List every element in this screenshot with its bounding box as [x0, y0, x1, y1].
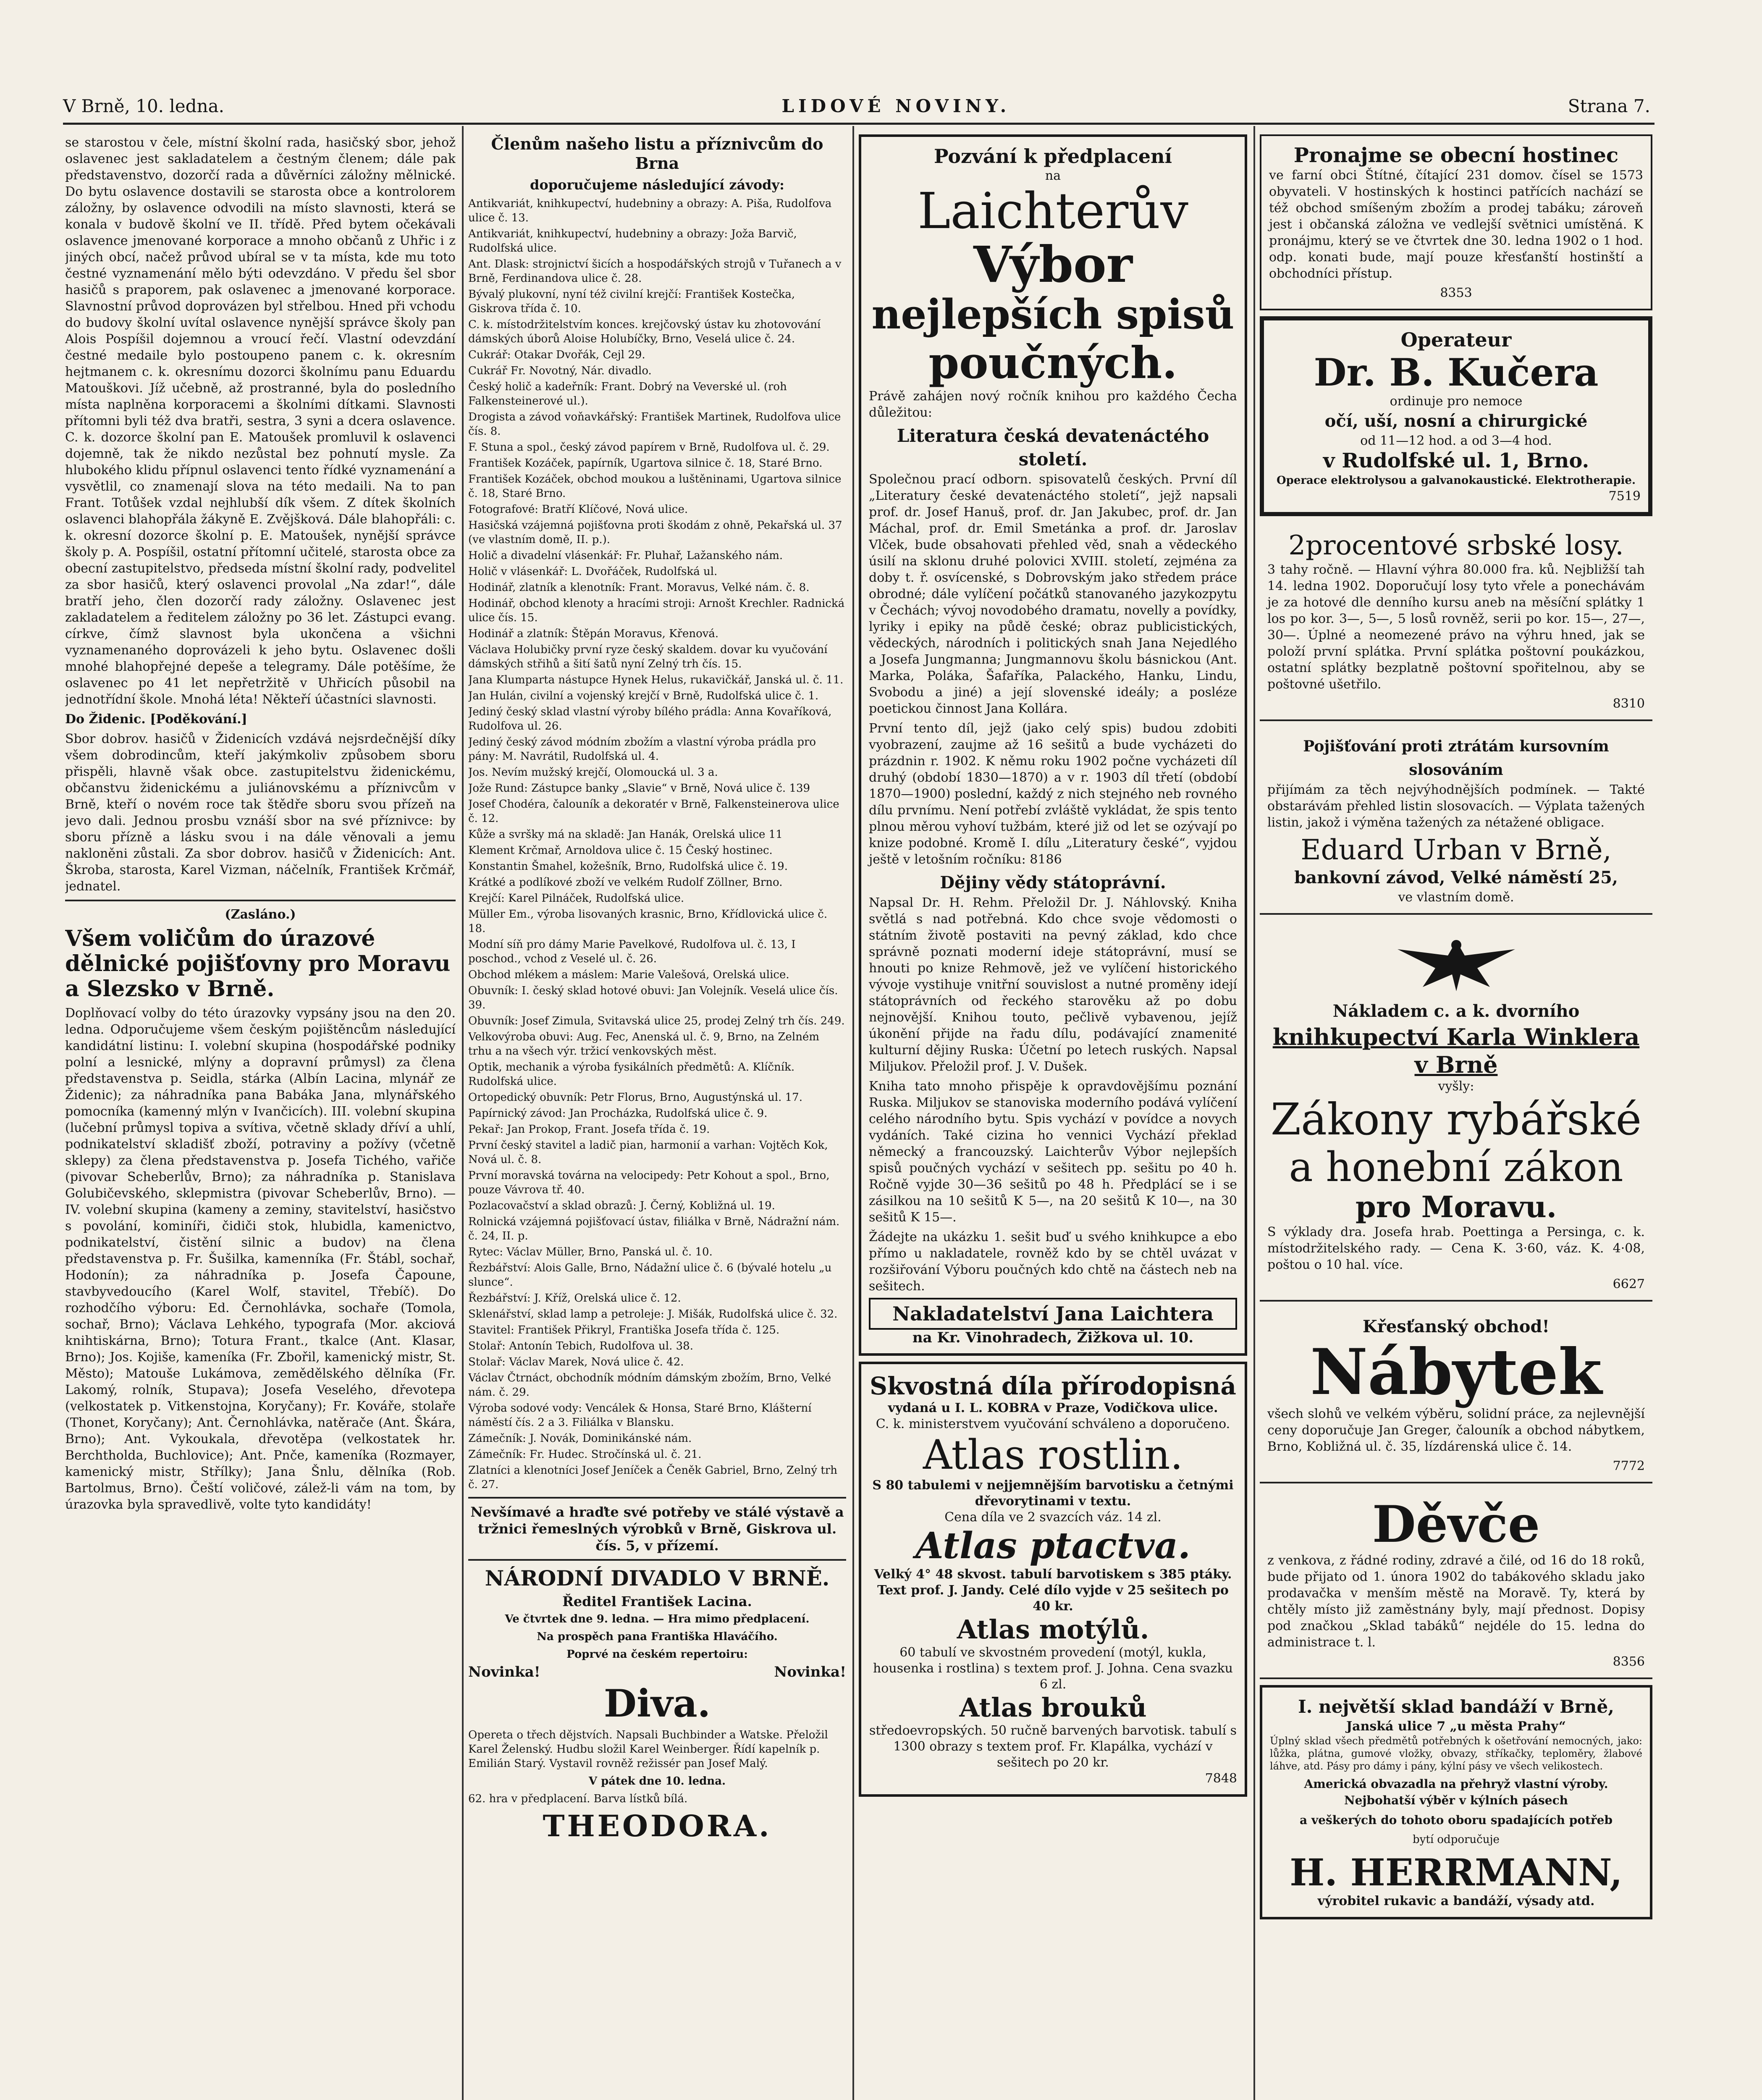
exhibition-notice: Nevšímavé a hraďte své potřeby ve stálé výstavě a tržnici řemeslných výrobků v Brně, Giskrova ul. čís. 5, v přízemí. [470, 1504, 844, 1554]
zakony-title: Zákony rybářské [1270, 1094, 1642, 1145]
directory-entry: Stolař: Václav Marek, Nová ulice č. 42. [468, 1356, 684, 1368]
devce-title: Děvče [1372, 1495, 1540, 1554]
pro-moravu-title: pro Moravu. [1355, 1189, 1557, 1224]
herrmann-ad [1260, 1685, 1652, 1919]
directory-entry: Drogista a závod voňavkářský: František Martinek, Rudolfova ulice čís. 8. [468, 411, 841, 438]
article-uhrice: se starostou v čele, místní školní rada, hasičský sbor, jehož oslavenec jest sakladatelem a čestným členem; dále pak představenstvo, dozorčí rada a důvěrníci záložny mělnické. Do bytu oslavence dostavili se starosta obce a kontrolorem záložny, by oslavence odvodili na místo slavnosti, která se konala v budově školní ve II. třídě. Před bytem očekávali oslavence jmenované korporace a mnoho občanů z Uhřic i z jiných obcí, načež průvod ubíral se v ta místa, kde mu toto čestné vyznamenání mělo býti odevzdáno. V předu šel sbor hasičů s praporem, pak oslavenec a jmenované korporace. Slavnostní průvod doprovázen byl střelbou. Hned při vchodu do budovy školní uvítal oslavence nynější správce školy pan Alois Pospíšil dojemnou a vroucí řečí. Vlastní odevzdání čestné medaile bylo postoupeno panem c. k. okresním hejtmanem c. k. okresnímu dozorci školnímu panu Eduardu Matouškovi. Jíž učebně, až prostranné, byla do posledního místa naplněna korporacemi a školními dítkami. Slavnosti přítomni byli též dva bratři, sestra, 3 syni a dcera oslavence. C. k. dozorce školní pan E. Matoušek promluvil k oslavenci dojemně, tak že nikdo nezůstal bez pohnutí mysle. Za hlubokého klidu přípnul oslavenci tento řídké vyznamenání a vysvětlil, co znamenají slova na této medaili. Na to pan Frant. Totůšek vzdal nejhlubší dík všem. Z dítek školních oslavenci blahopřála žákyně E. Zvějšková. Dále blahopřáli: c. k. okresní dozorce školní p. E. Matoušek, nynější správce školy p. A. Pospíšil, ostatní přítomní učitelé, starosta obce za obecní zastupitelstvo, předseda místní školní rady, podvelitel za sbor hasičů, který oslavenci provolal „Na zdar!“, dále bratří jeho, člen dozorčí rady záložny. Oslavenec jest zakladatelem a ředitelem záložny po 36 let. Zástupci evang. církve, čímž slavnost byla ukončena a všichni vyznamenaného doprovázeli k jeho bytu. Oslavenec došli mnohé blahopřejné depeše a telegramy. Dále potěšíme, že oslavenec po 41 let nepřetržitě v Uhřicích působil na jednotřídní škole. Mnohá léta! Někteří účastníci slavnosti. [65, 135, 456, 707]
directory-entry: Ant. Dlask: strojnictví šicích a hospodářských strojů v Tuřanech a v Brně, Ferdinandova ulice č. 28. [468, 258, 842, 285]
directory-entry: Jediný český závod módním zbožím a vlastní výroba prádla pro pány: M. Navrátil, Rudolfská ul. 4. [468, 736, 816, 763]
directory-entry: Obuvník: Josef Zimula, Svitavská ulice 25, prodej Zelný trh čís. 249. [468, 1015, 845, 1027]
directory-entry: Hasičská vzájemná pojišťovna proti škodám z ohně, Pekařská ul. 37 (ve vlastním domě, II. p.). [468, 519, 842, 546]
krestansky-label: Křesťanský obchod! [1363, 1317, 1550, 1336]
bandazi-text: Úplný sklad všech předmětů potřebných k ošetřování nemocných, jako: lůžka, plátna, gumové vložky, obvazy, stříkačky, teploměry, žlabové láhve, atd. Pásy pro dámy i pány, kýlní pásy ve všech velikostech. [1270, 1735, 1642, 1772]
directory-entry: První český stavitel a ladič pian, harmonií a varhan: Vojtěch Kok, Nová ul. č. 8. [468, 1139, 828, 1166]
kucera-line: od 11—12 hod. a od 3—4 hod. [1360, 433, 1552, 448]
honebni-title: a honební zákon [1289, 1144, 1623, 1191]
directory-entry: Václava Holubičky první ryze český skaldem. dovar ku vyučování dámských střihů a šití šatů nyní Zelný trh čís. 15. [468, 643, 828, 670]
directory-entry: Holič v vlásenkář: L. Dvořáček, Rudolfská ul. [468, 565, 718, 578]
ad-text: Napsal Dr. H. Rehm. Přeložil Dr. J. Náhlovský. Kniha světlá s nad potřebná. Kdo chce svoje vědomosti o státním životě postaviti na pevný základ, kdo chce správně poznati moderní ideje státoprávní, musí se hnouti po knize Rehmově, jež ve vylíčení historického vývoje vystihuje vnitřní souvislost a nutné proměny idejí státoprávních od řeckého starověku až po dobu nejnovější. Knihou touto, pečlivě vybavenou, jejíž úkonění přijde na řadu dílu, podávající znamenité kulturní dějiny Ruska: Účetní po letech ruských. Napsal Miljukov. Přeložil prof. J. V. Dušek. [869, 895, 1237, 1074]
directory-entry: F. Stuna a spol., český závod papírem v Brně, Rudolfova ul. č. 29. [468, 441, 830, 454]
directory-entry: Jediný český sklad vlastní výroby bílého prádla: Anna Kovaříková, Rudolfova ul. 26. [468, 706, 832, 732]
directory-entry: Obuvník: I. český sklad hotové obuvi: Jan Volejník. Veselá ulice čís. 39. [468, 984, 838, 1011]
directory-entry: Müller Em., výroba lisovaných krasnic, Brno, Křídlovická ulice č. 18. [468, 908, 828, 935]
pronajem-text: ve farní obci Štítné, čítající 231 domov. čísel se 1573 obyvateli. V hostinských k hostinci patřících nachází se též obchod smíšeným zbožím a prodej tabáku; zároveň jest i občanská záložna ve vedlejší světnici umístěná. K pronájmu, který se ve čtvrtek dne 30. ledna 1902 o 1 hod. odp. konati bude, mají pouze křesťanští hostinští a obchodníci přístup. [1269, 168, 1643, 281]
diva-description: Opereta o třech dějstvích. Napsali Buchbinder a Watske. Přeložil Karel Želenský. Hudbu složil Karel Weinberger. Řídí kapelník p. Emilián Starý. Vystavil rovněž režissér pan Josef Malý. [468, 1729, 828, 1770]
directory-entry: Sklenářství, sklad lamp a petroleje: J. Mišák, Rudolfská ulice č. 32. [468, 1308, 838, 1320]
directory-entry: První moravská továrna na velocipedy: Petr Kohout a spol., Brno, pouze Vávrova tř. 40. [468, 1169, 830, 1196]
directory-entry: Fotografové: Bratří Klíčové, Nová ulice. [468, 503, 688, 516]
skvostna-approval: C. k. ministerstvem vyučování schváleno a doporučeno. [876, 1417, 1230, 1431]
newspaper-title: LIDOVÉ NOVINY. [781, 95, 1011, 116]
directory-entry: Pozlacovačství a sklad obrazů: J. Černý, Kobližná ul. 19. [468, 1200, 775, 1212]
directory-entry: Obchod mlékem a máslem: Marie Valešová, Orelská ulice. [468, 969, 789, 981]
herrmann-line: výrobitel rukavic a bandáží, výsady atd. [1317, 1894, 1595, 1908]
directory-entry: Krejčí: Karel Pilnáček, Rudolfská ulice. [468, 892, 684, 905]
directory-entry: Antikvariát, knihkupectví, hudebniny a obrazy: A. Piša, Rudolfova ulice č. 13. [468, 197, 832, 224]
theatre-title: NÁRODNÍ DIVADLO V BRNĚ. [485, 1566, 830, 1591]
directory-entry: Rolnická vzájemná pojišťovací ústav, filiálka v Brně, Nádražní nám. č. 24, II. p. [468, 1215, 840, 1242]
ad-code: 8356 [1613, 1654, 1645, 1669]
kucera-line: ordinuje pro nemoce [1390, 394, 1523, 409]
directory-entry: Bývalý plukovní, nyní též civilní krejčí: František Kostečka, Giskrova třída č. 10. [468, 288, 795, 315]
theatre-line: Ve čtvrtek dne 9. ledna. — Hra mimo předplacení. [505, 1613, 810, 1625]
directory-entry: Řezbářství: Alois Galle, Brno, Nádažní ulice č. 6 (bývalé hotelu „u slunce“. [468, 1262, 832, 1289]
ad-text: Žádejte na ukázku 1. sešit buď u svého knihkupce a ebo přímo u nakladatele, rovněž kdo by se chtěl uvázat v rozšiřování Výboru poučných kdo chtě na částech neb na sešitech. [869, 1230, 1237, 1294]
article-heading: Do Židenic. [Poděkování.] [65, 712, 247, 727]
poucnych-title: poučných. [928, 337, 1177, 388]
kucera-ad [1260, 316, 1652, 516]
zaslano-heading: (Zasláno.) [225, 907, 296, 922]
bandazi-text: a veškerých do tohoto oboru spadajících potřeb [1299, 1813, 1613, 1827]
directory-entry: Hodinář, zlatník a klenotník: Frant. Moravus, Velké nám. č. 8. [468, 581, 810, 594]
vysly-label: vyšly: [1438, 1079, 1474, 1094]
urban-line: ve vlastním domě. [1398, 890, 1514, 905]
operateur-label: Operateur [1400, 328, 1512, 351]
ad-text: První tento díl, jejž (jako celý spis) budou zdobiti vyobrazení, zaujme až 16 sešitů a bude vycházeti do prázdnin r. 1902. K němu roku 1902 počne vycházeti díl druhý (období 1830—1870) a v r. 1903 díl třetí (období 1870—1900) poslední, každý z nich stejného neb rovného dílu prvnímu. Není potřebí zvláště vykládat, že spis tento plnou měrou vyhoví tužbám, které již od let se ozývají po knize podobné. Kromě I. dílu „Literatury české“, vyjdou ještě v letošním ročníku: 8186 [869, 721, 1237, 867]
pronajem-title: Pronajme se obecní hostinec [1293, 144, 1619, 167]
bandazi-text: bytí odporučuje [1413, 1833, 1500, 1846]
theatre-line: Na prospěch pana Františka Hlaváčího. [537, 1630, 778, 1643]
directory-entry: Zlatníci a klenotníci Josef Jeníček a Čeněk Gabriel, Brno, Zelný trh č. 27. [468, 1464, 837, 1491]
directory-entry: Jan Hulán, civilní a vojenský krejčí v Brně, Rudolfská ulice č. 1. [468, 690, 819, 702]
atlas-brouku-text: středoevropských. 50 ručně barvených barvotisk. tabulí s 1300 obrazy s textem prof. Fr. Klapálka, vychází v sešitech po 20 kr. [869, 1723, 1237, 1770]
ad-code: 6627 [1613, 1277, 1645, 1292]
atlas-rostlin-text: S 80 tabulemi v nejjemnějším barvotisku a četnými dřevorytinami v textu. [872, 1478, 1234, 1509]
directory-entry: Holič a divadelní vlásenkář: Fr. Pluhař, Lažanského nám. [468, 549, 783, 562]
skvostna-title: Skvostná díla přírodopisná [870, 1372, 1236, 1400]
urban-ad [1260, 727, 1652, 915]
atlas-motylu-text: 60 tabulí ve skvostném provedení (motýl, kukla, housenka i rostlina) s textem prof. J. Johna. Cena svazku 6 zl. [873, 1645, 1233, 1692]
directory-entry: Velkovýroba obuvi: Aug. Fec, Anenská ul. č. 9, Brno, na Zelném trhu a na všech výr. tržicí venkovských měst. [468, 1031, 820, 1058]
atlas-motylu-title: Atlas motýlů. [957, 1614, 1149, 1645]
column-directory [468, 134, 846, 2100]
column-news [65, 134, 456, 2100]
kucera-line: Operace elektrolysou a galvanokaustické. Elektrotherapie. [1276, 474, 1636, 487]
directory-entry: Konstantin Šmahel, kožešník, Brno, Rudolfská ulice č. 19. [468, 860, 788, 873]
article-zidenice: Sbor dobrov. hasičů v Židenicích vzdává nejsrdečnější díky všem dobrodincům, kteří jakýmkoliv způsobem sboru přispěli, hlavně však obce. zastupitelstvu židenickému, občanstvu židenickému a juliánovskému a příznivcům v Brně, kteří o novém roce tak štědře sboru svou přízeň na jevo dali. Jednou prosbu vznáší sbor na své příznivce: by sboru přízně a lásku svou i na dále věnovali a jemu nakloněni zůstali. Za sbor dobrov. hasičů v Židenicích: Ant. Škroba, starosta, Karel Vizman, náčelník, František Krčmář, jednatel. [65, 732, 456, 894]
srbske-ad [1260, 522, 1652, 721]
atlas-rostlin-title: Atlas rostlin. [923, 1431, 1183, 1478]
atlas-rostlin-price: Cena díla ve 2 svazcích váz. 14 zl. [944, 1510, 1162, 1525]
directory-entry: C. k. místodržitelstvím konces. krejčovský ústav ku zhotovování dámských úborů Aloise Holubíčky, Brno, Veselá ulice č. 24. [468, 318, 821, 345]
directory-entry: Václav Čtrnáct, obchodník módním dámským zbožím, Brno, Velké nám. č. 29. [468, 1372, 831, 1399]
devce-ad [1260, 1489, 1652, 1679]
nabytek-title: Nábytek [1310, 1335, 1602, 1409]
directory-list [468, 197, 846, 1492]
atlas-brouku-title: Atlas brouků [959, 1692, 1147, 1723]
laichter-ad [859, 134, 1247, 1356]
diva-title: Diva. [603, 1681, 711, 1726]
bandazi-text: Americká obvazadla na přehryž vlastní výroby. Nejbohatší výběr v kýlních pásech [1304, 1777, 1608, 1807]
directory-entry: Optik, mechanik a výroba fysikálních předmětů: A. Klíčník. Rudolfská ulice. [468, 1061, 795, 1088]
nabytek-ad [1260, 1307, 1652, 1483]
ad-code: 7848 [1205, 1771, 1237, 1786]
directory-title: Členům našeho listu a příznivcům do Brna [491, 134, 823, 173]
novinka-row [468, 1665, 846, 1679]
ad-code: 7772 [1613, 1459, 1645, 1473]
directory-entry: Pekař: Jan Prokop, Frant. Josefa třída č. 19. [468, 1123, 710, 1136]
kucera-address: v Rudolfské ul. 1, Brno. [1323, 449, 1589, 472]
winkler-name: knihkupectví Karla Winklera v Brně [1272, 1024, 1640, 1078]
directory-entry: Výroba sodové vody: Vencálek & Honsa, Staré Brno, Klášterní náměstí čís. 2 a 3. Filiálka v Blansku. [468, 1402, 812, 1429]
ad-code: 7519 [1608, 489, 1641, 504]
directory-entry: Jože Rund: Zástupce banky „Slavie“ v Brně, Nová ulice č. 139 [468, 782, 810, 795]
directory-entry: Stavitel: František Přikryl, Františka Josefa třída č. 125. [468, 1324, 780, 1336]
theatre-line: Poprvé na českém repertoiru: [566, 1648, 748, 1661]
novinka-label: Novinka! [468, 1664, 540, 1680]
ad-code: 8310 [1613, 696, 1645, 711]
invite-heading: Pozvání k předplacení [934, 145, 1172, 168]
devce-text: z venkova, z řádné rodiny, zdravé a čilé, od 16 do 18 roků, bude přijato od 1. února 1902 do tabákového skladu jako prodavačka v menším městě na Moravě. Ty, která by chtěly místo již zaměstnány byly, mají přednost. Dopisy pod značkou „Sklad tabáků“ nejdéle do 15. ledna do administrace t. l. [1267, 1553, 1645, 1650]
divider [468, 1559, 846, 1561]
directory-entry: František Kozáček, obchod moukou a luštěninami, Ugartova silnice č. 18, Staré Brno. [468, 473, 842, 500]
article-voters: Doplňovací volby do této úrazovky vypsány jsou na den 20. ledna. Odporučujeme všem českým pojištěncům následující kandidátní listinu: I. volební skupina (hospodářské podniky polní a lesnické, mlýny a dopravní průmysl) za člena představenstva p. Seidla, stárka (Albín Lacina, mlynář ze Židenic); za náhradníka pana Babáka Jana, mlynářského pomocníka (kamenný mlýn v Ivančicích). III. volební skupina (lučební průmysl topiva a svítiva, včetně sklady dříví a uhlí, podnikatelství skladišť zboží, potraviny a požívy (včetně sklepy) za člena představenstva p. Josefa Tichého, vařiče (pivovar Scheberlův, Brno); za náhradníka p. Stanislava Golubičevského, sklepmistra (pivovar Scheberlův, Brno). — IV. volební skupina (kameny a zeminy, stavitelství, hasičstvo s povolání, kominíři, čidiči stok, hlubidla, kamenictvo, podnikatelství, čistění silnic a budov) na člena představenstva p. Fr. Šušilka, kamenníka (Fr. Štábl, sochař, Hodonín); za náhradníka p. Josefa Čapoune, stavbyvedoucího (Karel Wolf, stavitel, Třebíč). Do rozhodčího výboru: Ed. Černohlávka, sochaře (Tomola, sochař, Brno); Václava Lehkého, typografa (Mor. akciová knihtiskárna, Brno); Totura Frant., tkalce (Ant. Klasar, Brno); Jos. Kojiše, kameníka (Fr. Zbořil, kamenický mistr, St. Město); Matouše Lukámova, zemědělského dělníka (Fr. Lakomý, rolník, Stupava); Josefa Veselého, dřevotepa (velkostatek p. Vitkenstojna, Koryčany); Fr. Kováře, stolaře (Thonet, Koryčany); Ant. Černohlávka, natěrače (Ant. Škára, Brno); Ant. Vykoukala, dřevotěpa (velkostatek hr. Berchtholda, Buchlovice); Ant. Pnče, kameníka (Rozmayer, kamenický mistr, Střílky); Jana Šnlu, dělníka (Rob. Bartolmus, Brno). Čeští voličové, zálež-li vám na tom, by úrazovka byla spravedlivě, volte tyto kandidáty! [65, 1006, 456, 1512]
ad-text: Právě zahájen nový ročník knihou pro každého Čecha důležitou: [869, 389, 1237, 420]
directory-entry: Řezbářství: J. Kříž, Orelská ulice č. 12. [468, 1292, 681, 1305]
directory-entry: Ortopedický obuvník: Petr Florus, Brno, Augustýnská ul. 17. [468, 1091, 802, 1104]
divider [65, 900, 456, 901]
directory-entry: Hodinář, obchod klenoty a hracími stroji: Arnošt Krechler. Radnická ulice čís. 15. [468, 597, 845, 624]
friday-line: V pátek dne 10. ledna. [588, 1775, 726, 1788]
column-ads-books [859, 134, 1247, 2100]
voters-heading: Všem voličům do úrazové dělnické pojišťovny pro Moravu a Slezsko v Brně. [65, 926, 451, 1002]
atlas-ptactva-title: Atlas ptactva. [915, 1525, 1190, 1567]
srbske-text: 3 tahy ročně. — Hlavní výhra 80.000 fra. ků. Nejbližší tah 14. ledna 1902. Doporučují losy tyto vřele a ponechávám je za hotové dle denního kursu aneb na měsíční splátky 1 los po kor. 3—, 5—, 5 losů rovněž, serii po kor. 15—, 27—, 30—. Úplné a neomezené právo na výhru hned, jak se položí první splátka. První splátka poštovní poukázkou, ostatní splátky bezplatně poštovní spořitelnou, aby se poštovné ušetřilo. [1267, 562, 1645, 692]
header-date: V Brně, 10. ledna. [63, 95, 224, 116]
kober-ad [859, 1362, 1247, 1797]
novinka-label: Novinka! [774, 1664, 846, 1680]
bandazi-address: Janská ulice 7 „u města Prahy“ [1346, 1719, 1566, 1734]
nabytek-text: všech slohů ve velkém výběru, solidní práce, za nejlevnější ceny doporučuje Jan Greger, čalouník a obchod nábytkem, Brno, Kobližná ul. č. 35, lízdárenská ulice č. 14. [1267, 1407, 1645, 1454]
nejlepsich-title: nejlepších spisů [871, 291, 1235, 338]
directory-entry: Josef Chodéra, čalouník a dekoratér v Brně, Falkensteinerova ulice č. 12. [468, 798, 839, 825]
directory-entry: Papírnický závod: Jan Procházka, Rudolfská ulice č. 9. [468, 1107, 768, 1120]
column-ads-misc [1260, 134, 1652, 2100]
skvostna-subtitle: vydaná u I. L. KOBRA v Praze, Vodičkova ulice. [888, 1401, 1218, 1415]
directory-entry: Klement Krčmař, Arnoldova ulice č. 15 Český hostinec. [468, 844, 773, 857]
eagle-emblem-icon [1393, 932, 1519, 995]
publisher-name: Nakladatelství Jana Laichtera [869, 1298, 1237, 1330]
directory-entry: Kůže a svršky má na skladě: Jan Hanák, Orelská ulice 11 [468, 828, 783, 841]
theodora-title: THEODORA. [543, 1809, 772, 1843]
winkler-ad [1260, 921, 1652, 1302]
column-divider [1253, 126, 1255, 2100]
atlas-ptactva-text: Velký 4° 48 skvost. tabulí barvotiskem s 385 ptáky. Text prof. J. Jandy. Celé dílo vyjde v 25 sešitech po 40 kr. [874, 1567, 1232, 1614]
ad-text: Společnou prací odborn. spisovatelů českých. První díl „Literatury české devatenáctého století“, jejž napsali prof. dr. Josef Hanuš, prof. dr. Jan Jakubec, prof. dr. Jan Máchal, prof. dr. Emil Smetánka a prof. dr. Jaroslav Vlček, bude obsahovati přehled věd, snah a vědeckého úsilí na sklonu druhé polovici XVIII. století, zejména za doby t. ř. osvícenské, s Dobrovským jako středem práce obrodné; dále vylíčení počátků stanovaného jazykozpytu v Čechách; vývoj novodobého dramatu, novelly a povídky, lyriky i epiky na půdě české; obraz publicistických, vědeckých, národních i politických snah Jana Nejedlého a Josefa Jungmanna; Jungmannovu školu básnickou (Ant. Marka, Polákа, Šafaříka, Palackého, Hanku, Lindu, Svobodu a jiné) a její slovenské ideály; a posléze poetickou činnost Jana Kollára. [869, 472, 1237, 716]
directory-entry: Modní síň pro dámy Marie Pavelkové, Rudolfova ul. č. 13, I poschod., vchod z Veselé ul. č. 26. [468, 938, 796, 965]
directory-entry: Rytec: Václav Müller, Brno, Panská ul. č. 10. [468, 1246, 713, 1258]
directory-entry: Antikvariát, knihkupectví, hudebniny a obrazy: Joža Barvič, Rudolfská ulice. [468, 228, 797, 255]
kucera-name: Dr. B. Kučera [1314, 350, 1599, 395]
bandazi-title: I. největší sklad bandáží v Brně, [1298, 1696, 1614, 1717]
directory-entry: Jos. Nevím mužský krejčí, Olomoucká ul. 3 a. [468, 766, 718, 779]
header-rule [63, 123, 1654, 125]
pronajem-ad [1260, 134, 1652, 310]
ad-text: Kniha tato mnoho přispěje k opravdovějšímu poznání Ruska. Miljukov se stanoviska moderního podává vylíčení celého národního bytu. Spis vychází v povídce a novych vydáních. Také cizina ho vennici Vychází překlad německý a francouzský. Laichterův Výbor nejlepších spisů poučných vychází v sešitech pp. sešitu po 40 h. Ročně vyjde 30—36 sešitů po 48 h. Předplácí se i se zásilkou na 10 sešitů K 5—, na 20 sešitů K 10—, na 30 sešitů K 15—. [869, 1079, 1237, 1225]
kucera-line: očí, uší, nosní a chirurgické [1324, 411, 1588, 431]
directory-subtitle: doporučujeme následující závody: [530, 177, 784, 193]
directory-entry: Český holič a kadeřník: Frant. Dobrý na Veverské ul. (roh Falkensteinerové ul.). [468, 381, 787, 407]
publisher-address: na Kr. Vinohradech, Žižkova ul. 10. [912, 1329, 1194, 1346]
na-label: na [1045, 168, 1061, 183]
friday-line-2: 62. hra v předplacení. Barva lístků bílá. [468, 1793, 688, 1805]
ad-code: 8353 [1440, 286, 1472, 300]
directory-entry: František Kozáček, papírník, Ugartova silnice č. 18, Staré Brno. [468, 457, 823, 470]
theatre-director: Ředitel František Lacina. [562, 1593, 752, 1609]
urban-heading: Pojišťování proti ztrátám kursovním slosováním [1303, 738, 1609, 779]
herrmann-name: H. HERRMANN, [1290, 1851, 1623, 1894]
nakladem-line: Nákladem c. a k. dvorního [1332, 1001, 1580, 1021]
directory-entry: Zámečník: J. Novák, Dominikánské nám. [468, 1432, 692, 1445]
column-divider [462, 126, 464, 2100]
urban-line: bankovní závod, Velké náměstí 25, [1294, 868, 1618, 887]
divider [468, 1497, 846, 1499]
page-header [63, 93, 1650, 118]
laichteruv-title: Laichterův [918, 182, 1188, 240]
directory-entry: Hodinář a zlatník: Štěpán Moravus, Křenová. [468, 627, 719, 640]
dejiny-title: Dějiny vědy státoprávní. [940, 873, 1166, 892]
directory-entry: Zámečník: Fr. Hudec. Stročínská ul. č. 21. [468, 1448, 702, 1461]
directory-entry: Jana Klumparta nástupce Hynek Helus, rukavičkář, Janská ul. č. 11. [468, 674, 844, 686]
page-number: Strana 7. [1568, 95, 1650, 116]
column-divider [852, 126, 854, 2100]
directory-entry: Cukrář Fr. Novotný, Nár. divadlo. [468, 365, 652, 377]
directory-entry: Krátké a podlíkové zboží ve velkém Rudolf Zöllner, Brno. [468, 876, 783, 889]
urban-text: přijímám za těch nejvýhodnějších podmínek. — Takté obstarávám přehled listin slosovacích. — Výplata tažených listin, jakož i výměna tažených za nétažené obligace. [1267, 782, 1645, 830]
vybor-title: Výbor [973, 235, 1133, 294]
urban-name: Eduard Urban v Brně, [1301, 834, 1612, 866]
literatura-title: Literatura česká devatenáctého století. [897, 425, 1209, 470]
zakony-text: S výklady dra. Josefa hrab. Poettinga a Persinga, c. k. místodržitelského rady. — Cena K. 3·60, váz. K. 4·08, poštou o 10 hal. více. [1267, 1225, 1645, 1272]
srbske-title: 2procentové srbské losy. [1288, 530, 1624, 561]
directory-entry: Stolař: Antonín Tebich, Rudolfova ul. 38. [468, 1340, 693, 1352]
directory-entry: Cukrář: Otakar Dvořák, Cejl 29. [468, 349, 645, 361]
